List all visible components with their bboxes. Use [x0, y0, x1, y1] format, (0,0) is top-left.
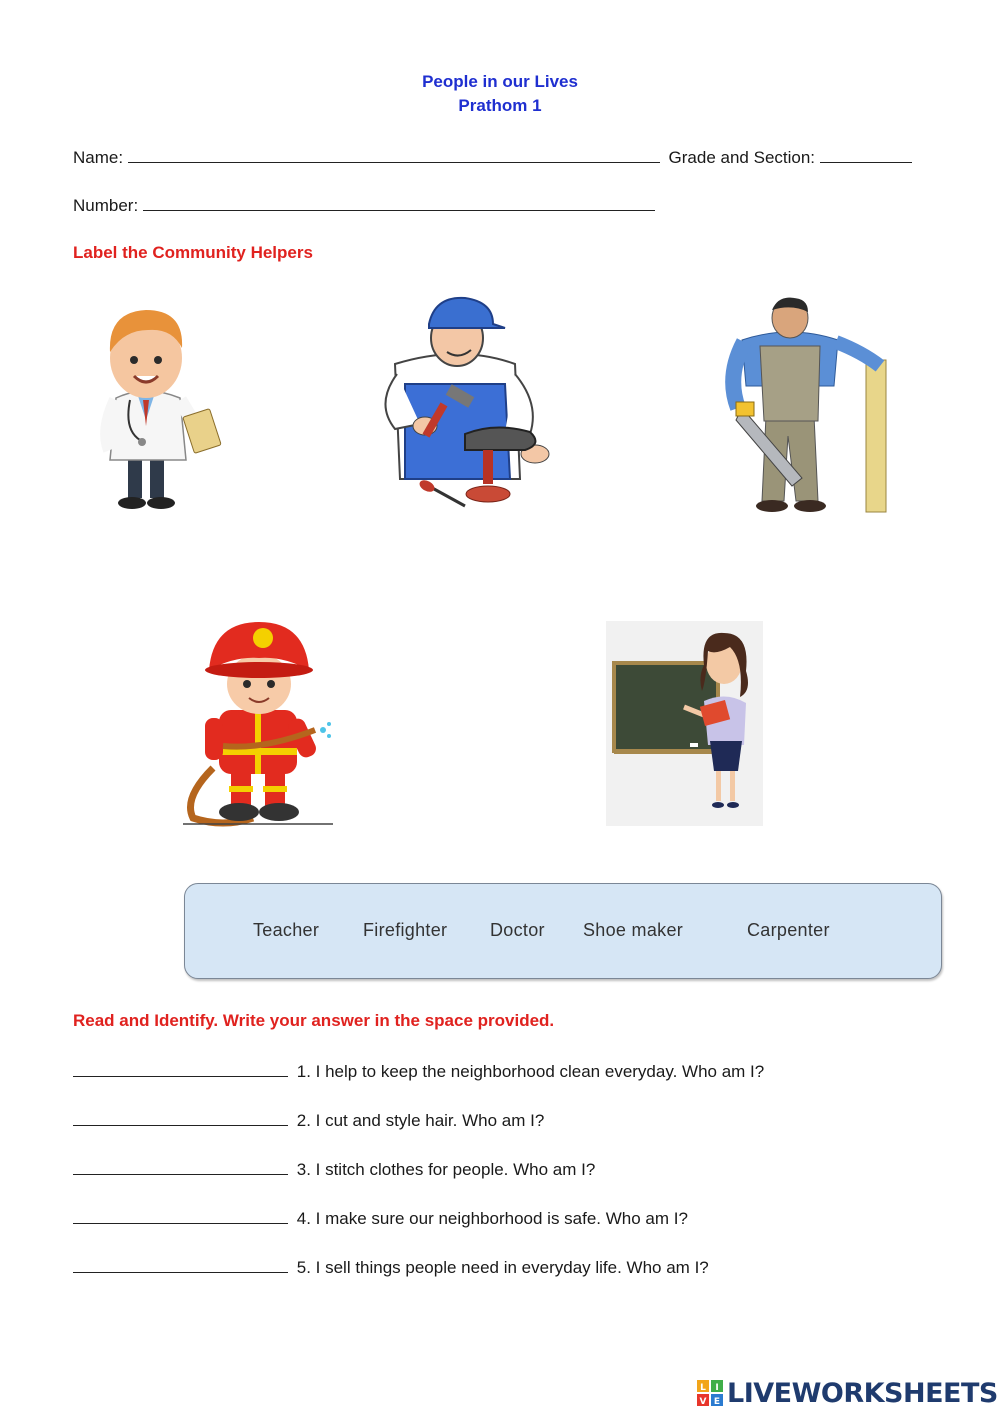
word-bank-item[interactable]: Doctor	[490, 920, 545, 940]
word-bank-item[interactable]: Teacher	[253, 920, 320, 940]
doctor-illustration	[88, 300, 223, 512]
question-text: 2. I cut and style hair. Who am I?	[296, 1111, 545, 1130]
worksheet-subtitle: Prathom 1	[458, 96, 542, 115]
logo-letter: I	[715, 1383, 719, 1393]
question-row	[73, 1109, 544, 1131]
answer-field[interactable]	[73, 1256, 288, 1273]
firefighter-illustration	[183, 618, 335, 828]
worksheet-title: People in our Lives	[422, 72, 578, 91]
question-text: 4. I make sure our neighborhood is safe. Who am I?	[296, 1209, 688, 1228]
answer-field[interactable]	[73, 1109, 288, 1126]
grade-section-label: Grade and Section:	[668, 148, 816, 167]
liveworksheets-logo	[697, 1377, 998, 1409]
name-row	[73, 146, 912, 168]
question-text: 5. I sell things people need in everyday life. Who am I?	[296, 1258, 709, 1277]
question-text: 1. I help to keep the neighborhood clean everyday. Who am I?	[296, 1062, 765, 1081]
section-heading-read-identify: Read and Identify. Write your answer in the space provided.	[73, 1011, 555, 1030]
number-row	[73, 194, 655, 216]
word-bank-item[interactable]: Firefighter	[363, 920, 448, 940]
shoe-maker-illustration	[365, 294, 555, 516]
liveworksheets-logo-icon	[697, 1380, 723, 1406]
word-bank	[184, 883, 942, 979]
question-row	[73, 1158, 595, 1180]
question-row	[73, 1060, 764, 1082]
name-field[interactable]	[128, 146, 660, 163]
logo-letter: L	[700, 1383, 706, 1393]
number-field[interactable]	[143, 194, 655, 211]
liveworksheets-brand: LIVEWORKSHEETS	[727, 1377, 998, 1409]
question-row	[73, 1256, 709, 1278]
grade-section-field[interactable]	[820, 146, 912, 163]
carpenter-illustration	[722, 296, 892, 516]
word-bank-item[interactable]: Carpenter	[747, 920, 830, 940]
question-row	[73, 1207, 688, 1229]
answer-field[interactable]	[73, 1158, 288, 1175]
teacher-illustration	[606, 621, 763, 826]
word-bank-item[interactable]: Shoe maker	[583, 920, 684, 940]
answer-field[interactable]	[73, 1207, 288, 1224]
logo-letter: E	[713, 1397, 721, 1406]
question-text: 3. I stitch clothes for people. Who am I?	[296, 1160, 596, 1179]
number-label: Number:	[73, 196, 139, 215]
answer-field[interactable]	[73, 1060, 288, 1077]
name-label: Name:	[73, 148, 124, 167]
logo-letter: V	[699, 1397, 707, 1406]
section-heading-label-helpers: Label the Community Helpers	[73, 243, 313, 262]
